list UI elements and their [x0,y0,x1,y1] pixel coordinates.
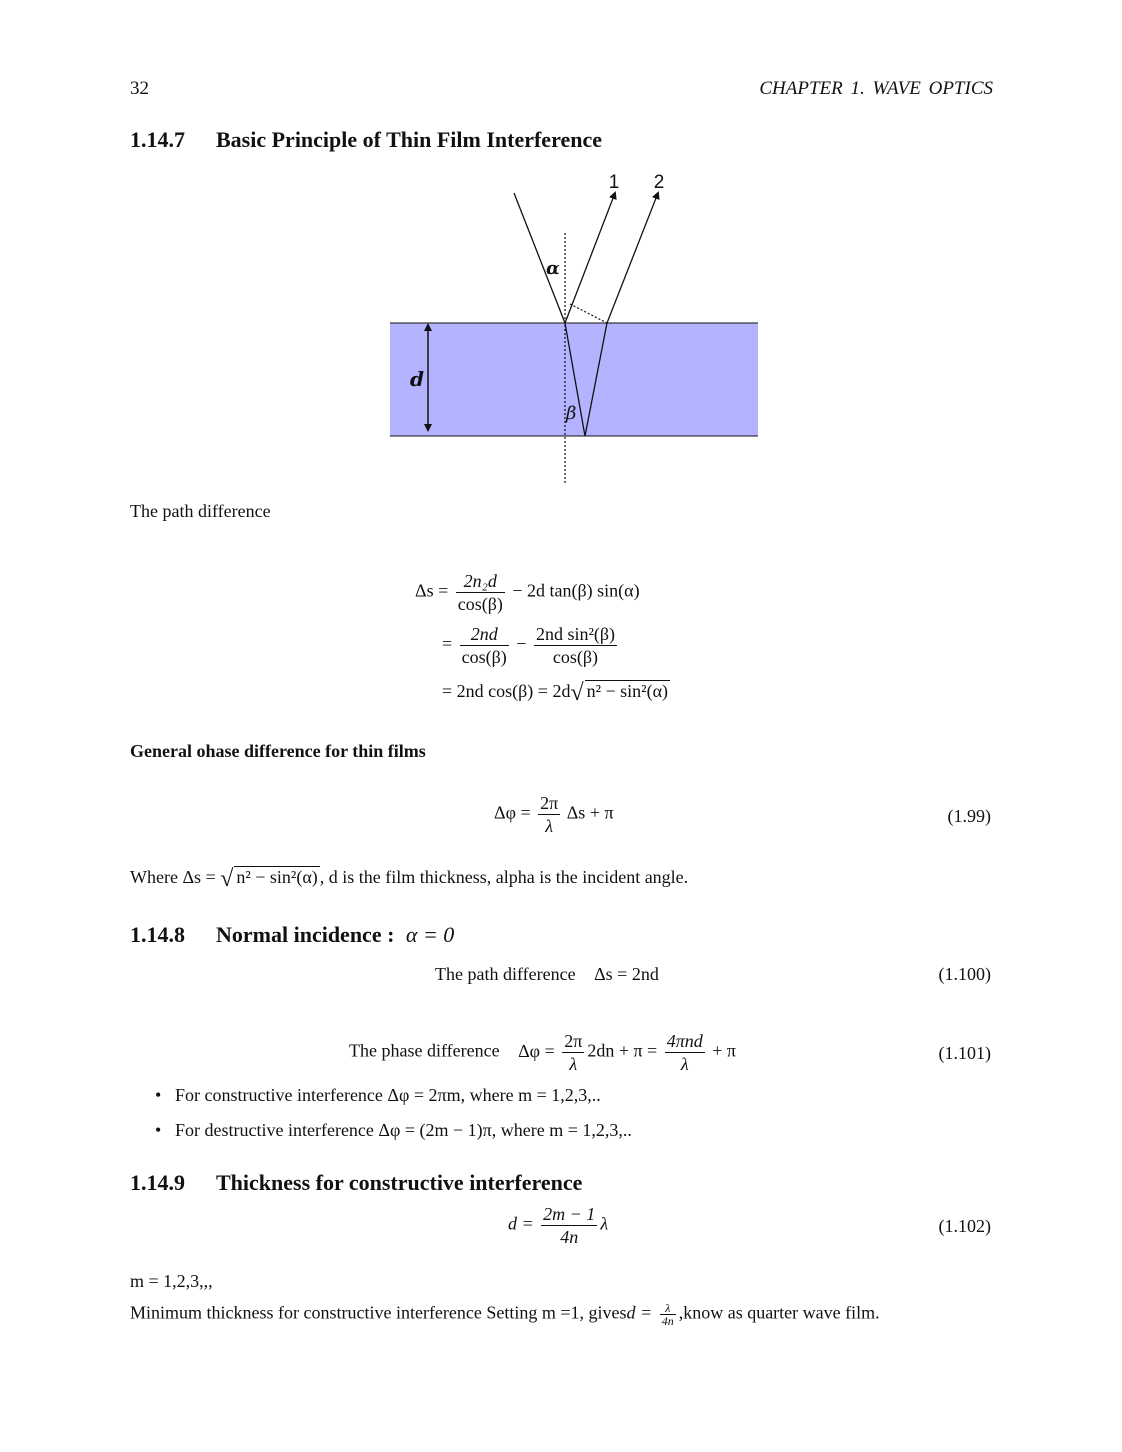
min-suffix: ,know as quarter wave film. [678,1302,880,1323]
eq2-equals: = [442,633,453,654]
eq1102-rest: λ [600,1213,609,1234]
m-values: m = 1,2,3,,, [130,1271,213,1291]
where-line [130,866,688,893]
eq3-lhs: = 2nd cos(β) = 2d [442,681,571,701]
reflected-ray-1 [565,193,615,323]
eq1-rest: − 2d tan(β) sin(α) [512,580,640,601]
eq199-frac-den: λ [545,816,554,836]
equation-line-1 [415,570,640,615]
eq3-sqrt-content: n² − sin²(α) [586,681,668,701]
section-heading-1-14-7 [130,127,602,153]
section-number: 1.14.8 [130,922,185,947]
bullet-icon: • [155,1085,162,1105]
equation-number-1-99: (1.99) [947,806,991,826]
thickness-label: d [410,367,424,391]
eq1101-rest: + π [712,1040,736,1061]
reflected-ray-2 [607,193,658,323]
eq1100-math: Δs = 2nd [594,964,659,984]
where-prefix: Where Δs = [130,867,216,887]
eq2-fraction-1 [460,623,509,668]
eq1101-fraction-1 [562,1030,584,1075]
where-suffix: , d is the film thickness, alpha is the incident angle. [319,867,689,887]
eq1101-lhs: Δφ = [518,1040,555,1061]
beta-label: β [566,403,577,424]
min-fraction [660,1302,676,1327]
general-phase-heading: General ohase difference for thin films [130,741,426,761]
equation-number-1-102: (1.102) [938,1216,991,1236]
eq2-fraction-2 [534,623,617,668]
bullet-text: For destructive interference Δφ = (2m − 1)π, where m = 1,2,3,.. [175,1120,632,1140]
list-item [155,1120,632,1141]
eq1-frac-den: cos(β) [457,594,503,614]
eq1101-frac1-den: λ [569,1054,578,1074]
eq2-frac2-den: cos(β) [552,647,599,667]
section-title: Normal incidence : [216,922,395,947]
where-sqrt-content: n² − sin²(α) [236,867,318,887]
eq2-frac1-den: cos(β) [461,647,507,667]
equation-number-1-101: (1.101) [938,1043,991,1063]
sqrt-icon: √ [220,866,234,892]
eq199-frac-num: 2π [540,793,559,813]
eq199-rest: Δs + π [566,802,614,823]
eq1102-frac-den: 4n [560,1227,579,1247]
list-item [155,1085,601,1106]
min-frac-den: 4n [661,1314,674,1328]
min-prefix: Minimum thickness for constructive interference Setting m =1, gives [130,1302,627,1323]
eq2-minus: − [516,633,527,654]
bullet-icon: • [155,1120,162,1140]
section-number: 1.14.7 [130,127,185,152]
path-difference-intro: The path difference [130,501,271,521]
ray-label-1: 1 [608,172,620,193]
eq1101-frac1-num: 2π [564,1031,583,1051]
eq1102-frac-num: 2m − 1 [543,1204,596,1224]
equation-1-101 [349,1030,736,1075]
equation-line-3 [442,680,670,707]
eq1102-lhs: d = [508,1213,534,1234]
equation-1-100 [435,964,659,985]
eq1101-mid: 2dn + π = [587,1040,658,1061]
eq1100-label: The path difference [435,964,576,984]
alpha-label: α [546,258,560,279]
thin-film-diagram [380,165,770,490]
eq1-lhs: Δs = [415,580,449,601]
equation-line-2 [442,623,620,668]
section-heading-1-14-8 [130,922,454,948]
section-title-math: α = 0 [405,922,455,947]
eq2-frac2-num: 2nd sin²(β) [535,624,616,644]
equation-number-1-100: (1.100) [938,964,991,984]
eq199-lhs: Δφ = [494,802,531,823]
section-title: Thickness for constructive interference [216,1170,583,1195]
minimum-thickness-line [130,1302,880,1327]
page-number: 32 [130,78,149,99]
equation-1-102 [508,1203,608,1248]
eq1101-label: The phase difference [349,1040,500,1061]
eq1102-fraction [541,1203,597,1248]
eq2-frac1-num: 2nd [460,623,509,646]
section-heading-1-14-9 [130,1170,582,1196]
eq1101-frac2-den: λ [680,1054,689,1074]
equation-1-99 [494,792,614,837]
section-title: Basic Principle of Thin Film Interference [216,127,602,152]
ray-label-2: 2 [653,172,665,193]
eq1-frac-num: 2n₂d [456,570,505,593]
bullet-text: For constructive interference Δφ = 2πm, where m = 1,2,3,.. [175,1085,601,1105]
running-header-chapter: CHAPTER 1. WAVE OPTICS [759,78,993,99]
section-number: 1.14.9 [130,1170,185,1195]
eq1101-fraction-2 [665,1030,705,1075]
eq199-fraction [538,792,560,837]
min-math-lhs: d = [626,1302,653,1323]
min-frac-num: λ [660,1302,676,1315]
wavefront-dotted [570,304,607,323]
eq1101-frac2-num: 4πnd [666,1031,703,1051]
eq1-fraction [456,570,505,615]
sqrt-icon: √ [570,680,584,706]
